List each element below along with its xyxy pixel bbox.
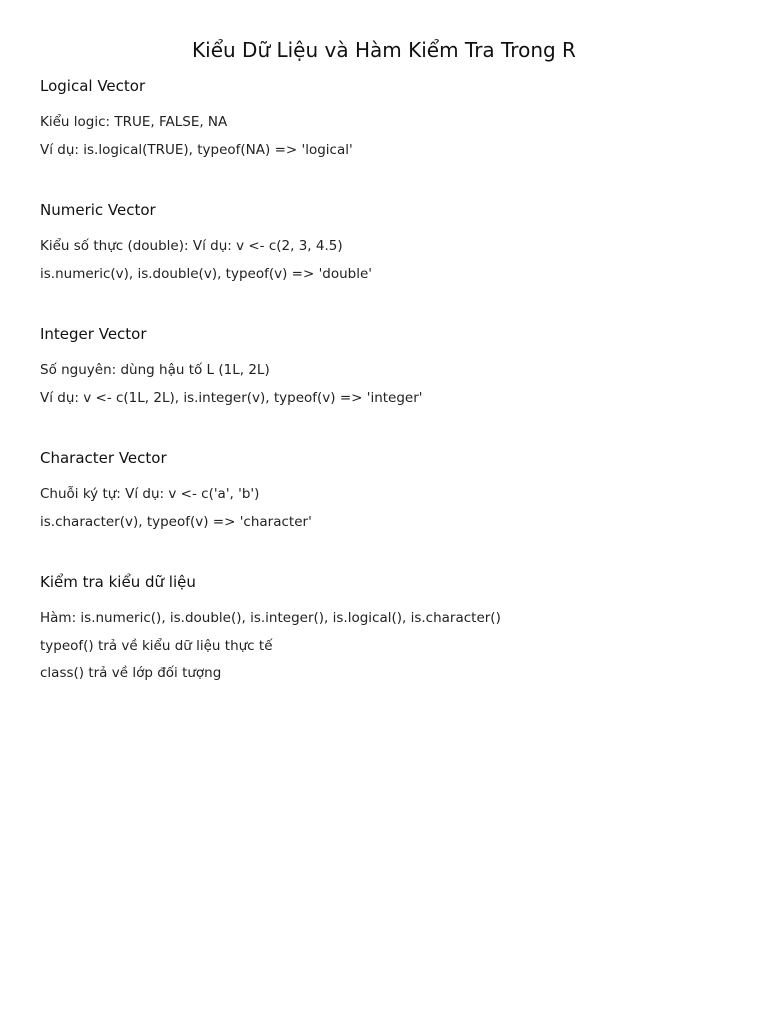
body-line: typeof() trả về kiểu dữ liệu thực tế bbox=[40, 637, 273, 654]
body-line: Kiểu số thực (double): Ví dụ: v <- c(2, 3, 4.5) bbox=[40, 238, 343, 254]
body-line: is.numeric(v), is.double(v), typeof(v) => 'double' bbox=[40, 265, 372, 282]
section-heading: Logical Vector bbox=[40, 77, 146, 95]
section-heading: Kiểm tra kiểu dữ liệu bbox=[40, 573, 196, 591]
body-line: Hàm: is.numeric(), is.double(), is.integer(), is.logical(), is.character() bbox=[40, 610, 501, 626]
section-heading: Integer Vector bbox=[40, 325, 147, 343]
section-body bbox=[40, 237, 740, 283]
body-line: Ví dụ: v <- c(1L, 2L), is.integer(v), typeof(v) => 'integer' bbox=[40, 389, 423, 406]
body-line: class() trả về lớp đối tượng bbox=[40, 665, 222, 681]
body-line: Số nguyên: dùng hậu tố L (1L, 2L) bbox=[40, 362, 270, 378]
section-body bbox=[40, 485, 740, 531]
section-heading: Numeric Vector bbox=[40, 201, 156, 219]
section-body bbox=[40, 113, 740, 159]
page-title: Kiểu Dữ Liệu và Hàm Kiểm Tra Trong R bbox=[192, 38, 576, 62]
section-type-checking bbox=[40, 572, 740, 692]
section-integer-vector bbox=[40, 324, 740, 416]
body-line: Chuỗi ký tự: Ví dụ: v <- c('a', 'b') bbox=[40, 486, 260, 502]
section-body bbox=[40, 361, 740, 407]
section-numeric-vector bbox=[40, 200, 740, 292]
section-character-vector bbox=[40, 448, 740, 540]
body-line: Ví dụ: is.logical(TRUE), typeof(NA) => 'logical' bbox=[40, 141, 353, 158]
section-logical-vector bbox=[40, 76, 740, 168]
body-line: is.character(v), typeof(v) => 'character' bbox=[40, 513, 312, 530]
section-body bbox=[40, 609, 740, 682]
section-heading: Character Vector bbox=[40, 449, 167, 467]
body-line: Kiểu logic: TRUE, FALSE, NA bbox=[40, 114, 228, 130]
